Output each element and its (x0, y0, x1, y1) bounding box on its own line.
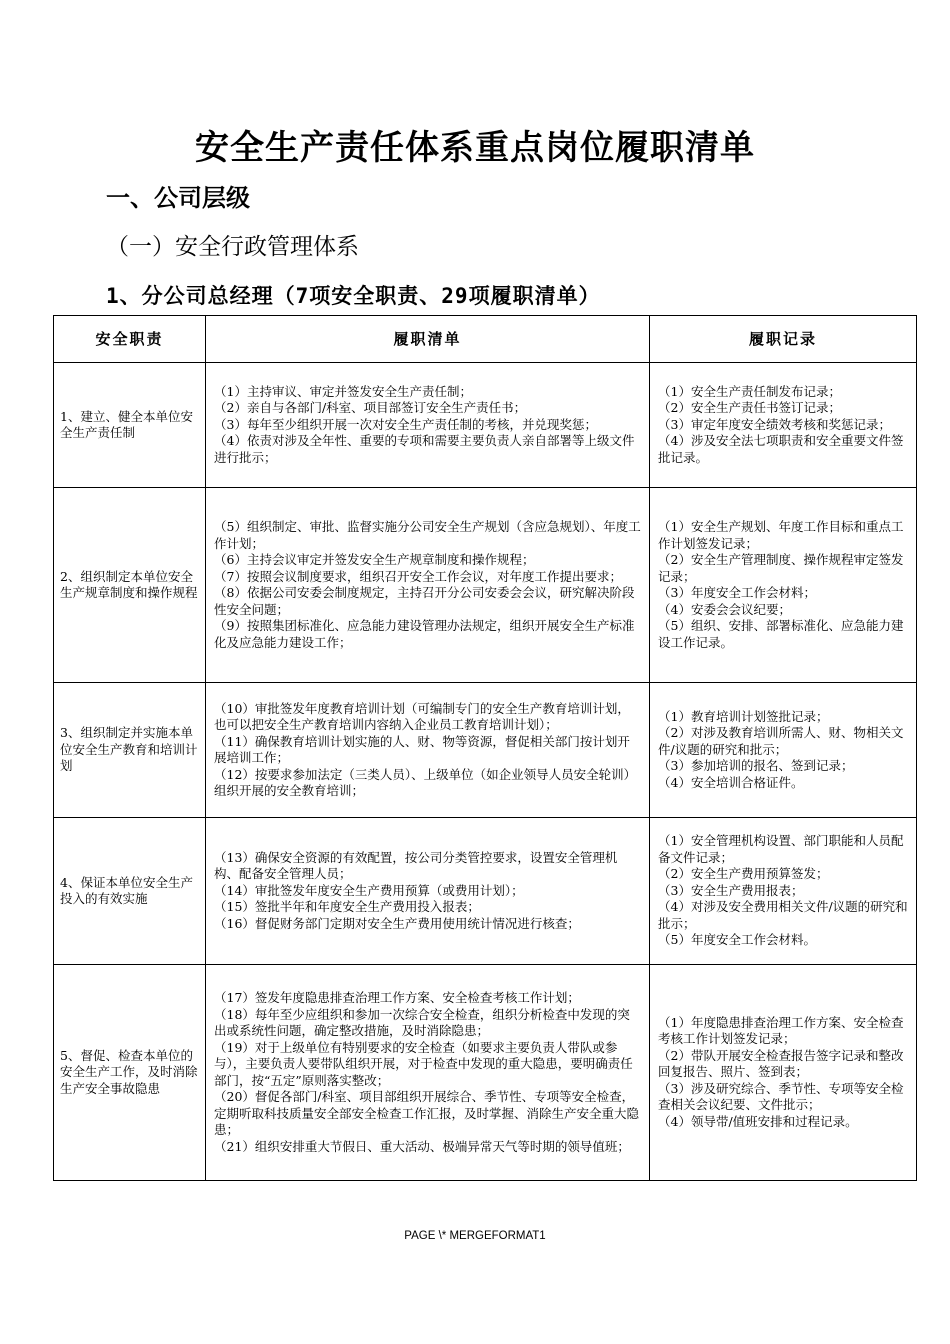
records-cell (650, 488, 917, 683)
records-cell (650, 363, 917, 488)
record-item: （2）安全生产费用预算签发； (658, 866, 829, 882)
list-item: （21）组织安排重大节假日、重大活动、极端异常天气等时期的领导值班； (214, 1138, 630, 1154)
record-item: （4）安委会会议纪要； (658, 601, 791, 617)
record-item: （4）涉及安全法七项职责和安全重要文件签批记录。 (658, 433, 904, 465)
records-cell (650, 818, 917, 965)
section-heading-level2: （一）安全行政管理体系 (106, 234, 359, 260)
list-item: （14）审批签发年度安全生产费用预算（或费用计划）； (214, 882, 524, 898)
table-header-row (54, 316, 917, 363)
records-cell (650, 965, 917, 1181)
table-row (54, 363, 917, 488)
record-item: （1）安全生产规划、年度工作目标和重点工作计划签发记录； (658, 519, 904, 551)
record-item: （1）年度隐患排查治理工作方案、安全检查考核工作计划签发记录； (658, 1014, 904, 1047)
record-item: （3）年度安全工作会材料； (658, 585, 816, 600)
list-item: （18）每年至少应组织和参加一次综合安全检查，组织分析检查中发现的突出或系统性问题，确定整改措施，及时消除隐患； (214, 1006, 630, 1038)
list-item: （5）组织制定、审批、监督实施分公司安全生产规划（含应急规划）、年度工作计划； (214, 519, 641, 551)
duty-table (53, 315, 917, 1181)
record-item: （1）教育培训计划签批记录； (658, 708, 829, 724)
list-item: （12）按要求参加法定（三类人员）、上级单位（如企业领导人员安全轮训）组织开展的安全教育培训； (214, 766, 637, 798)
duty-cell: 1、建立、健全本单位安全生产责任制 (54, 363, 206, 488)
list-item: （6）主持会议审定并签发安全生产规章制度和操作规程； (214, 552, 535, 567)
record-item: （2）安全生产管理制度、操作规程审定签发记录； (658, 552, 904, 584)
record-item: （5）年度安全工作会材料。 (658, 932, 816, 948)
duty-cell: 4、保证本单位安全生产投入的有效实施 (54, 818, 206, 965)
header-list: 履职清单 (206, 316, 650, 363)
list-cell (206, 363, 650, 488)
list-item: （19）对于上级单位有特别要求的安全检查（如要求主要负责人带队或参与），主要负责人要带队组织开展，对于检查中发现的重大隐患，要明确责任部门，按“五定”原则落实整改； (214, 1039, 633, 1088)
list-item: （10）审批签发年度教育培训计划（可编制专门的安全生产教育培训计划，也可以把安全生产教育培训内容纳入企业员工教育培训计划）； (214, 700, 630, 732)
record-item: （2）对涉及教育培训所需人、财、物相关文件/议题的研究和批示； (658, 725, 904, 757)
duty-cell: 2、组织制定本单位安全生产规章制度和操作规程 (54, 488, 206, 683)
record-item: （2）安全生产责任书签订记录； (658, 400, 841, 416)
duty-cell: 5、督促、检查本单位的安全生产工作，及时消除生产安全事故隐患 (54, 965, 206, 1181)
list-cell (206, 818, 650, 965)
list-item: （2）亲自与各部门/科室、项目部签订安全生产责任书； (214, 400, 527, 416)
section-heading-level3: 1、分公司总经理（7项安全职责、29项履职清单） (106, 284, 601, 308)
list-cell (206, 488, 650, 683)
header-records: 履职记录 (650, 316, 917, 363)
list-item: （13）确保安全资源的有效配置，按公司分类管控要求，设置安全管理机构、配备安全管理人员； (214, 849, 618, 882)
record-item: （1）安全生产责任制发布记录； (658, 383, 841, 399)
list-item: （16）督促财务部门定期对安全生产费用使用统计情况进行核查； (214, 915, 580, 931)
record-item: （3）参加培训的报名、签到记录； (658, 758, 854, 774)
record-item: （3）审定年度安全绩效考核和奖惩记录； (658, 416, 891, 432)
header-duty: 安全职责 (54, 316, 206, 363)
duty-cell: 3、组织制定并实施本单位安全生产教育和培训计划 (54, 683, 206, 818)
record-item: （4）领导带/值班安排和过程记录。 (658, 1113, 858, 1129)
record-item: （3）安全生产费用报表； (658, 882, 804, 898)
list-item: （1）主持审议、审定并签发安全生产责任制； (214, 383, 472, 399)
list-item: （11）确保教育培训计划实施的人、财、物等资源，督促相关部门按计划开展培训工作； (214, 733, 630, 765)
list-item: （7）按照会议制度要求，组织召开安全工作会议，对年度工作提出要求； (214, 568, 622, 584)
list-item: （20）督促各部门/科室、项目部组织开展综合、季节性、专项等安全检查，定期听取科技质量安全部安全检查工作汇报，及时掌握、消除生产安全重大隐患； (214, 1089, 640, 1137)
list-cell (206, 683, 650, 818)
list-item: （15）签批半年和年度安全生产费用投入报表； (214, 899, 480, 915)
page-footer: PAGE \* MERGEFORMAT1 (404, 1230, 546, 1242)
records-cell (650, 683, 917, 818)
table-row (54, 965, 917, 1181)
list-item: （9）按照集团标准化、应急能力建设管理办法规定，组织开展安全生产标准化及应急能力建设工作； (214, 618, 635, 650)
table-row (54, 488, 917, 683)
record-item: （1）安全管理机构设置、部门职能和人员配备文件记录； (658, 833, 904, 865)
list-cell (206, 965, 650, 1181)
list-item: （4）依责对涉及全年性、重要的专项和需要主要负责人亲自部署等上级文件进行批示； (214, 433, 635, 465)
record-item: （3）涉及研究综合、季节性、专项等安全检查相关会议纪要、文件批示； (658, 1080, 904, 1113)
table-row (54, 818, 917, 965)
table-row (54, 683, 917, 818)
list-item: （17）签发年度隐患排查治理工作方案、安全检查考核工作计划； (214, 990, 580, 1005)
section-heading-level1: 一、公司层级 (106, 184, 250, 212)
list-item: （3）每年至少组织开展一次对安全生产责任制的考核，并兑现奖惩； (214, 416, 597, 432)
record-item: （4）安全培训合格证件。 (658, 774, 804, 790)
list-item: （8）依据公司安委会制度规定，主持召开分公司安委会会议，研究解决阶段性安全问题； (214, 585, 635, 617)
record-item: （2）带队开展安全检查报告签字记录和整改回复报告、照片、签到表； (658, 1047, 904, 1080)
record-item: （4）对涉及安全费用相关文件/议题的研究和批示； (658, 899, 908, 931)
record-item: （5）组织、安排、部署标准化、应急能力建设工作记录。 (658, 618, 904, 650)
document-title: 安全生产责任体系重点岗位履职清单 (195, 128, 755, 168)
